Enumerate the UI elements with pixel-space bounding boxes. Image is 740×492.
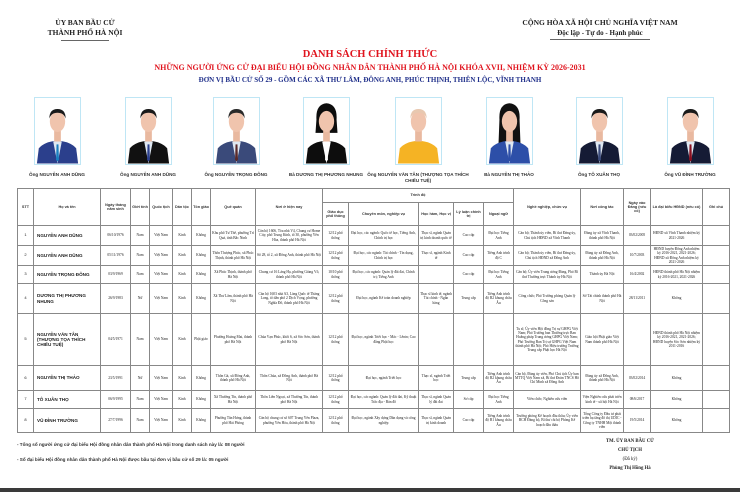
table-cell: 12/12 phổ thông bbox=[323, 314, 349, 366]
table-cell: Việt Nam bbox=[150, 409, 173, 433]
table-cell: 19/5/2014 bbox=[624, 409, 651, 433]
column-header: Ngày vào Đảng (nếu có) bbox=[624, 189, 651, 226]
candidate-photo bbox=[303, 97, 350, 165]
table-cell: Căn hộ 1603 nhà A3, Làng Quốc tế Thăng Long, tổ dân phố 2 Dịch Vọng, phường Nghĩa Đô, thành phố Hà Nội bbox=[256, 284, 323, 314]
portrait-image bbox=[668, 98, 713, 164]
table-cell: 12/12 phổ thông bbox=[323, 246, 349, 266]
candidate-photo bbox=[213, 97, 260, 165]
table-cell: Nữ bbox=[131, 284, 150, 314]
portrait-image bbox=[304, 98, 349, 164]
column-header: Học hàm, Học vị bbox=[419, 203, 454, 226]
table-cell: Sơ cấp bbox=[454, 391, 484, 409]
table-row bbox=[18, 391, 730, 409]
table-cell: Đại học, ngành Kế toán doanh nghiệp bbox=[349, 284, 419, 314]
column-header: Lý luận chính trị bbox=[454, 203, 484, 226]
table-cell: Công chức; Phó Trưởng phòng Quản lý Công sản bbox=[514, 284, 581, 314]
table-cell bbox=[419, 314, 454, 366]
candidate-name: NGUYỄN TRỌNG ĐÔNG bbox=[34, 266, 101, 284]
table-cell: 12/12 phổ thông bbox=[323, 409, 349, 433]
table-cell: 16/4/2002 bbox=[624, 266, 651, 284]
table-cell: Cao cấp bbox=[454, 246, 484, 266]
table-cell: Việt Nam bbox=[150, 266, 173, 284]
column-header: Họ và tên bbox=[34, 189, 101, 226]
table-cell: Đại học, các ngành: Tài chính - Tín dụng, Chính trị học bbox=[349, 246, 419, 266]
table-cell: Sở Tài chính thành phố Hà Nội bbox=[581, 284, 624, 314]
table-cell: Thôn Liên Ngoại, xã Thường Tín, thành phố Hà Nội bbox=[256, 391, 323, 409]
total-candidates-note: - Tổng số người ứng cử đại biểu Hội đồng nhân dân thành phố Hà Nội trong danh sách này là: 08 người bbox=[17, 442, 245, 447]
table-cell: Cán bộ; Thành ủy viên, Bí thư Đảng ủy, Chủ tịch HĐND xã Vĩnh Thanh bbox=[514, 226, 581, 246]
table-cell: 12/12 phổ thông bbox=[323, 226, 349, 246]
candidate-photo bbox=[395, 97, 442, 165]
table-cell: 06/10/1976 bbox=[101, 226, 131, 246]
table-cell: Kinh bbox=[173, 226, 192, 246]
table-cell bbox=[703, 226, 730, 246]
table-cell: Xã Thường Tín, thành phố Hà Nội bbox=[211, 391, 256, 409]
sign-name: Phùng Thị Hồng Hà bbox=[609, 466, 651, 471]
candidate-photo bbox=[125, 97, 172, 165]
table-cell bbox=[703, 314, 730, 366]
photo-caption: Bà DƯƠNG THỊ PHƯƠNG NHUNG bbox=[288, 172, 364, 177]
table-cell: Kinh bbox=[173, 409, 192, 433]
portrait-image bbox=[126, 98, 171, 164]
table-cell: Không bbox=[192, 366, 211, 391]
table-cell: Căn hộ chung cư số 607 Trung Yên Plaza, phường Yên Hòa, thành phố Hà Nội bbox=[256, 409, 323, 433]
table-cell: Căn hộ 1606, Tòa nhà V4, Chung cư Home City, phố Trung Kính, tổ 30, phường Yên Hòa, thành phố Hà Nội bbox=[256, 226, 323, 246]
table-cell: Tiếng Anh trình độ B1 khung châu Âu bbox=[484, 409, 514, 433]
photo-caption: Ông NGUYỄN TRỌNG ĐÔNG bbox=[204, 172, 268, 177]
table-cell: Nam bbox=[131, 409, 150, 433]
table-cell: HĐND xã Vĩnh Thanh nhiệm kỳ 2021-2026 bbox=[651, 226, 703, 246]
portrait-image bbox=[487, 98, 532, 164]
table-cell bbox=[703, 246, 730, 266]
table-cell: Đại học Tiếng Anh bbox=[484, 391, 514, 409]
table-cell: 12/12 phổ thông bbox=[323, 284, 349, 314]
sign-title: CHỦ TỊCH bbox=[617, 448, 643, 453]
table-cell: Không bbox=[192, 266, 211, 284]
table-cell: 28/11/2011 bbox=[624, 284, 651, 314]
table-cell: Thôn Gà, xã Đông Anh, thành phố Hà Nội bbox=[211, 366, 256, 391]
table-cell: HĐND thành phố Hà Nội nhiệm kỳ 2016-2021, 2021-2026 bbox=[651, 266, 703, 284]
table-cell: Tiếng Anh trình độ B2 khung châu Âu bbox=[484, 366, 514, 391]
table-cell: Việt Nam bbox=[150, 366, 173, 391]
national-header bbox=[490, 18, 710, 40]
row-number: 3 bbox=[18, 266, 34, 284]
document-subtitle: NHỮNG NGƯỜI ỨNG CỬ ĐẠI BIỂU HỘI ĐỒNG NHÂN DÂN THÀNH PHỐ HÀ NỘI KHÓA XVII, NHIỆM KỲ 2026-2031 bbox=[154, 63, 586, 72]
table-cell: Tu sĩ; Ủy viên Hội đồng Trị sự GHPG Việt Nam; Phó Trưởng ban Thường trực Ban Hoằng pháp Trung ương GHPG Việt Nam; Phó Trưởng Ban Trị sự GHPG Việt Nam thành phố Hà Nội; Phó Hiệu trưởng Trường Trung cấp Phật học Hà Nội bbox=[514, 314, 581, 366]
table-cell: Không bbox=[651, 366, 703, 391]
table-cell: Không bbox=[192, 409, 211, 433]
seats-note: - Số đại biểu Hội đồng nhân dân thành phố Hà Nội được bầu tại đơn vị bầu cử số 29 là: 05 người bbox=[17, 457, 229, 462]
column-header: Dân tộc bbox=[173, 189, 192, 226]
table-cell bbox=[624, 314, 651, 366]
table-cell: Đại học, các ngành: Quản lý đất đai, Kỹ thuật Trắc địa - Bản đồ bbox=[349, 391, 419, 409]
candidate-name: NGUYỄN THỊ THẢO bbox=[34, 366, 101, 391]
table-cell: Cao cấp bbox=[454, 409, 484, 433]
table-cell bbox=[703, 391, 730, 409]
photo-caption: Ông NGUYỄN VĂN TÂN (THƯỢNG TỌA THÍCH CHIẾU TUỆ) bbox=[367, 172, 469, 183]
document-title: DANH SÁCH CHÍNH THỨC bbox=[302, 49, 438, 60]
table-cell: Kinh bbox=[173, 314, 192, 366]
table-cell bbox=[703, 284, 730, 314]
national-title: CỘNG HÒA XÃ HỘI CHỦ NGHĨA VIỆT NAM bbox=[522, 18, 678, 27]
table-cell: Thạc sĩ kinh tế, ngành Tài chính - Ngân hàng bbox=[419, 284, 454, 314]
column-header: Ngoại ngữ bbox=[484, 203, 514, 226]
row-number: 2 bbox=[18, 246, 34, 266]
issuer-line-1: ỦY BAN BẦU CỬ bbox=[55, 18, 115, 27]
table-cell: Phường Hoàng Mai, thành phố Hà Nội bbox=[211, 314, 256, 366]
table-cell: Nam bbox=[131, 266, 150, 284]
column-header: Nơi ở hiện nay bbox=[256, 189, 323, 226]
portrait-image bbox=[396, 98, 441, 164]
table-cell: 03/02/2005 bbox=[624, 226, 651, 246]
column-header: Giới tính bbox=[131, 189, 150, 226]
table-cell: Đại học Tiếng Anh bbox=[484, 266, 514, 284]
portrait-image bbox=[35, 98, 80, 164]
table-cell: Không bbox=[192, 284, 211, 314]
photo-caption: Ông NGUYỄN ANH DŨNG bbox=[29, 172, 85, 177]
portrait-image bbox=[214, 98, 259, 164]
table-cell: Kinh bbox=[173, 366, 192, 391]
table-cell: 10/7/2003 bbox=[624, 246, 651, 266]
table-cell: 27/7/1996 bbox=[101, 409, 131, 433]
table-cell bbox=[419, 266, 454, 284]
table-cell: Kinh bbox=[173, 246, 192, 266]
table-cell: Thôn Thượng Phúc, xã Phúc Thịnh, thành phố Hà Nội bbox=[211, 246, 256, 266]
signature-block bbox=[570, 437, 690, 473]
table-cell: Kinh bbox=[173, 266, 192, 284]
electoral-unit: ĐƠN VỊ BẦU CỬ SỐ 29 - GỒM CÁC XÃ THƯ LÂM, ĐÔNG ANH, PHÚC THỊNH, THIÊN LỘC, VĨNH THANH bbox=[198, 76, 542, 84]
table-cell: Chung cư 16 Láng Hạ, phường Giảng Võ, thành phố Hà Nội bbox=[256, 266, 323, 284]
table-cell: Trung cấp bbox=[454, 284, 484, 314]
table-cell: Việt Nam bbox=[150, 391, 173, 409]
candidate-photo bbox=[667, 97, 714, 165]
table-cell: Việt Nam bbox=[150, 314, 173, 366]
column-header: Ghi chú bbox=[703, 189, 730, 226]
divider bbox=[61, 40, 109, 41]
photo-caption: Ông VŨ ĐÌNH TRƯỜNG bbox=[664, 172, 716, 177]
candidate-table bbox=[17, 188, 730, 433]
row-number: 1 bbox=[18, 226, 34, 246]
table-cell: 04/5/1971 bbox=[101, 314, 131, 366]
table-cell: Đại học, ngành Xây dựng Dân dụng và công nghiệp bbox=[349, 409, 419, 433]
table-cell: Khu phố Tư Thế, phường Trí Quả, tỉnh Bắc Ninh bbox=[211, 226, 256, 246]
table-cell: Cán bộ, Đảng ủy viên, Phó Chủ tịch Ủy ban MTTQ Việt Nam xã, Bí thư Đoàn TNCS Hồ Chí Minh xã Đông Anh bbox=[514, 366, 581, 391]
table-cell: Không bbox=[651, 391, 703, 409]
row-number: 7 bbox=[18, 391, 34, 409]
table-cell: Viên chức; Nghiên cứu viên bbox=[514, 391, 581, 409]
table-cell: Đại học Tiếng Anh bbox=[484, 226, 514, 246]
column-header: Ngày tháng năm sinh bbox=[101, 189, 131, 226]
column-header: Chuyên môn, nghiệp vụ bbox=[349, 203, 419, 226]
column-header: Quốc tịch bbox=[150, 189, 173, 226]
column-header: Nơi công tác bbox=[581, 189, 624, 226]
portrait-image bbox=[577, 98, 622, 164]
table-row bbox=[18, 366, 730, 391]
table-cell: Nam bbox=[131, 391, 150, 409]
table-cell: Tổng Công ty Đầu tư phát triển hạ tầng đô thị UDIC - Công ty TNHH Một thành viên bbox=[581, 409, 624, 433]
candidate-name: TÔ XUÂN THỌ bbox=[34, 391, 101, 409]
photo-caption: Ông TÔ XUÂN THỌ bbox=[577, 172, 621, 177]
table-cell: 06/9/1995 bbox=[101, 391, 131, 409]
table-cell bbox=[703, 366, 730, 391]
row-number: 5 bbox=[18, 314, 34, 366]
table-cell: Cao cấp bbox=[454, 226, 484, 246]
table-cell: Cán bộ; Thành ủy viên, Bí thư Đảng ủy, Chủ tịch HĐND xã Đông Anh bbox=[514, 246, 581, 266]
table-cell: Thôn Chùa, xã Đông Anh, thành phố Hà Nội bbox=[256, 366, 323, 391]
table-cell: Phật giáo bbox=[192, 314, 211, 366]
column-header: Quê quán bbox=[211, 189, 256, 226]
candidate-name: NGUYỄN ANH DŨNG bbox=[34, 226, 101, 246]
table-cell: 12/12 phổ thông bbox=[323, 391, 349, 409]
photo-caption: Bà NGUYỄN THỊ THẢO bbox=[484, 172, 534, 177]
sign-status: (Đã ký) bbox=[622, 457, 638, 462]
national-motto: Độc lập - Tự do - Hạnh phúc bbox=[557, 29, 643, 37]
column-header: STT bbox=[18, 189, 34, 226]
table-cell: Nam bbox=[131, 246, 150, 266]
table-cell: Trung cấp bbox=[454, 366, 484, 391]
table-cell: Nam bbox=[131, 226, 150, 246]
table-row bbox=[18, 284, 730, 314]
table-row bbox=[18, 409, 730, 433]
table-cell: Xã Phúc Thịnh, thành phố Hà Nội bbox=[211, 266, 256, 284]
table-cell: 10/10 phổ thông bbox=[323, 266, 349, 284]
table-cell: HĐND thành phố Hà Nội nhiệm kỳ 2016-2021, 2021-2026; HĐND huyện Sóc Sơn nhiệm kỳ 2011-2016 bbox=[651, 314, 703, 366]
table-cell: HĐND huyện Đông Anh nhiệm kỳ 2016-2021, 2021-2026; HĐND xã Đông Anh nhiệm kỳ 2021-2026 bbox=[651, 246, 703, 266]
table-cell: Thạc sĩ, ngành Kinh tế bbox=[419, 246, 454, 266]
table-row bbox=[18, 246, 730, 266]
table-cell: Thành ủy Hà Nội bbox=[581, 266, 624, 284]
table-cell: Đại học, các ngành: Quốc tế học, Tiếng Anh, Chính trị học bbox=[349, 226, 419, 246]
table-cell: Cán bộ; Ủy viên Trung ương Đảng, Phó Bí thư Thường trực Thành ủy Hà Nội bbox=[514, 266, 581, 284]
candidate-name: DƯƠNG THỊ PHƯƠNG NHUNG bbox=[34, 284, 101, 314]
table-cell: Cao cấp bbox=[454, 266, 484, 284]
table-cell: Thạc sĩ, ngành Quản trị kinh doanh bbox=[419, 409, 454, 433]
table-row bbox=[18, 314, 730, 366]
table-cell: 26/9/1983 bbox=[101, 284, 131, 314]
table-cell: Không bbox=[192, 391, 211, 409]
table-cell: 08/6/2017 bbox=[624, 391, 651, 409]
table-cell: Không bbox=[192, 226, 211, 246]
table-cell: Trưởng phòng Kế hoạch đầu thầu; Ủy viên BCH Đảng bộ, Bí thư chi bộ Phòng Kế hoạch đầu thầu bbox=[514, 409, 581, 433]
table-cell: Xã Thư Lâm, thành phố Hà Nội bbox=[211, 284, 256, 314]
column-header: Tôn giáo bbox=[192, 189, 211, 226]
table-cell bbox=[454, 314, 484, 366]
table-cell: Không bbox=[651, 409, 703, 433]
table-cell bbox=[703, 409, 730, 433]
issuer-line-2: THÀNH PHỐ HÀ NỘI bbox=[47, 28, 123, 37]
table-cell bbox=[484, 314, 514, 366]
table-cell: Thạc sĩ, ngành Triết học bbox=[419, 366, 454, 391]
bottom-border bbox=[0, 488, 740, 492]
column-header: Giáo dục phổ thông bbox=[323, 203, 349, 226]
table-cell: 03/02/2014 bbox=[624, 366, 651, 391]
candidate-name: NGUYỄN VĂN TÂN (THƯỢNG TỌA THÍCH CHIẾU TUỆ) bbox=[34, 314, 101, 366]
table-cell: Việt Nam bbox=[150, 284, 173, 314]
table-cell bbox=[703, 266, 730, 284]
column-header: Là đại biểu HĐND (nếu có) bbox=[651, 189, 703, 226]
table-cell: 05/11/1976 bbox=[101, 246, 131, 266]
candidate-name: VŨ ĐÌNH TRƯỜNG bbox=[34, 409, 101, 433]
table-cell: Thạc sĩ, ngành Quản trị kinh doanh quốc tế bbox=[419, 226, 454, 246]
candidate-photo bbox=[34, 97, 81, 165]
issuer-header bbox=[40, 18, 130, 41]
sign-org: TM. ỦY BAN BẦU CỬ bbox=[605, 439, 654, 444]
candidate-photo bbox=[486, 97, 533, 165]
table-cell: Không bbox=[192, 246, 211, 266]
table-cell: 23/5/1991 bbox=[101, 366, 131, 391]
table-cell: Không bbox=[651, 284, 703, 314]
table-cell: Nữ bbox=[131, 366, 150, 391]
table-cell: Tiếng Anh trình độ C bbox=[484, 246, 514, 266]
column-header: Nghề nghiệp, chức vụ bbox=[514, 189, 581, 226]
table-cell: Kinh bbox=[173, 391, 192, 409]
divider bbox=[550, 39, 650, 40]
table-row bbox=[18, 266, 730, 284]
table-cell: Đại học, ngành Triết học bbox=[349, 366, 419, 391]
row-number: 6 bbox=[18, 366, 34, 391]
table-cell: Đảng ủy xã Đông Anh, thành phố Hà Nội bbox=[581, 366, 624, 391]
table-cell: Việt Nam bbox=[150, 226, 173, 246]
table-cell: Tiếng Anh trình độ B2 khung châu Âu bbox=[484, 284, 514, 314]
table-cell: Đại học, các ngành: Quản lý đất đai, Chính trị; Tiếng Anh bbox=[349, 266, 419, 284]
table-cell: 12/12 phổ thông bbox=[323, 366, 349, 391]
candidate-photo bbox=[576, 97, 623, 165]
row-number: 4 bbox=[18, 284, 34, 314]
table-cell: Đại học, ngành Triết học - Mác - Lênin; Cao đẳng Phật học bbox=[349, 314, 419, 366]
table-cell: Đảng ủy xã Vĩnh Thanh, thành phố Hà Nội bbox=[581, 226, 624, 246]
table-cell: Số 28, tổ 2, xã Đông Anh, thành phố Hà Nội bbox=[256, 246, 323, 266]
table-cell: 03/9/1969 bbox=[101, 266, 131, 284]
table-cell: Viện Nghiên cứu phát triển kinh tế - xã hội Hà Nội bbox=[581, 391, 624, 409]
photo-caption: Ông NGUYỄN ANH DŨNG bbox=[120, 172, 176, 177]
column-group-trinh-do: Trình độ bbox=[323, 189, 514, 203]
table-cell: Thạc sĩ, ngành Quản lý đất đai bbox=[419, 391, 454, 409]
table-cell: Phường Tân Hưng, thành phố Hải Phòng bbox=[211, 409, 256, 433]
table-cell: Nam bbox=[131, 314, 150, 366]
table-cell: Kinh bbox=[173, 284, 192, 314]
table-cell: Chùa Vạn Phúc, khối 6, xã Sóc Sơn, thành phố Hà Nội bbox=[256, 314, 323, 366]
table-cell: Việt Nam bbox=[150, 246, 173, 266]
row-number: 8 bbox=[18, 409, 34, 433]
table-cell: Giáo hội Phật giáo Việt Nam thành phố Hà Nội bbox=[581, 314, 624, 366]
candidate-name: NGUYỄN ANH DŨNG bbox=[34, 246, 101, 266]
table-cell: Đảng ủy xã Đông Anh, thành phố Hà Nội bbox=[581, 246, 624, 266]
table-row bbox=[18, 226, 730, 246]
